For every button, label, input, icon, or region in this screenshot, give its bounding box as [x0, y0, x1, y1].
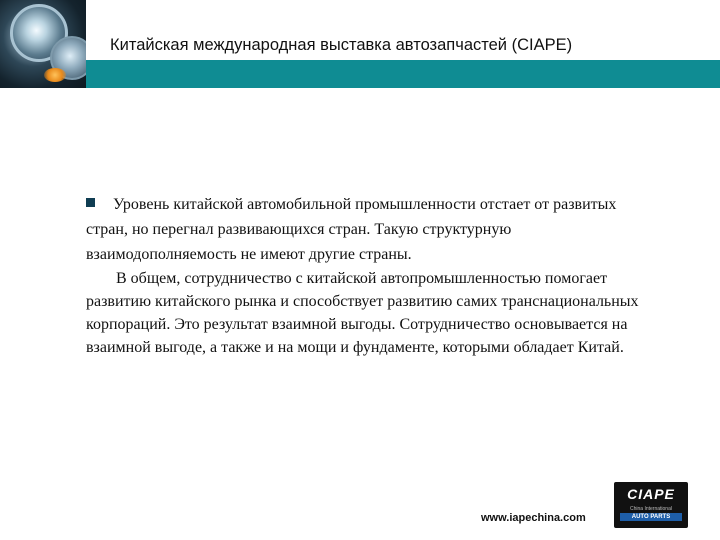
- header-accent-bar: [86, 60, 720, 88]
- bullet-paragraph: [86, 192, 646, 267]
- indented-paragraph: В общем, сотрудничество с китайской автопромышленностью помогает развитию китайского рынка и способствует развитию самих транснациональных корпораций. Это результат взаимной выгоды. Сотрудничество основывается на взаимной выгоде, а также и на мощи и фундаменте, которыми обладает Китай.: [86, 270, 639, 356]
- square-bullet-icon: [86, 198, 95, 207]
- ciape-logo-band: AUTO PARTS: [620, 513, 682, 521]
- slide-header: [0, 0, 720, 88]
- ciape-logo-mark: CIAPE: [627, 486, 675, 502]
- header-photo-headlight: [0, 0, 86, 88]
- indicator-light-image: [44, 68, 66, 82]
- footer-website-link[interactable]: www.iapechina.com: [481, 512, 586, 524]
- slide-title: Китайская международная выставка автозапчастей (CIAPE): [110, 36, 573, 54]
- ciape-logo-subtitle: China International: [630, 506, 672, 512]
- paragraph-1-text: Уровень китайской автомобильной промышленности отстает от развитых стран, но перегнал развивающихся стран. Такую структурную взаимодополняемость не имеют другие страны.: [86, 196, 617, 263]
- ciape-logo: [614, 482, 688, 528]
- slide-body: [86, 192, 646, 359]
